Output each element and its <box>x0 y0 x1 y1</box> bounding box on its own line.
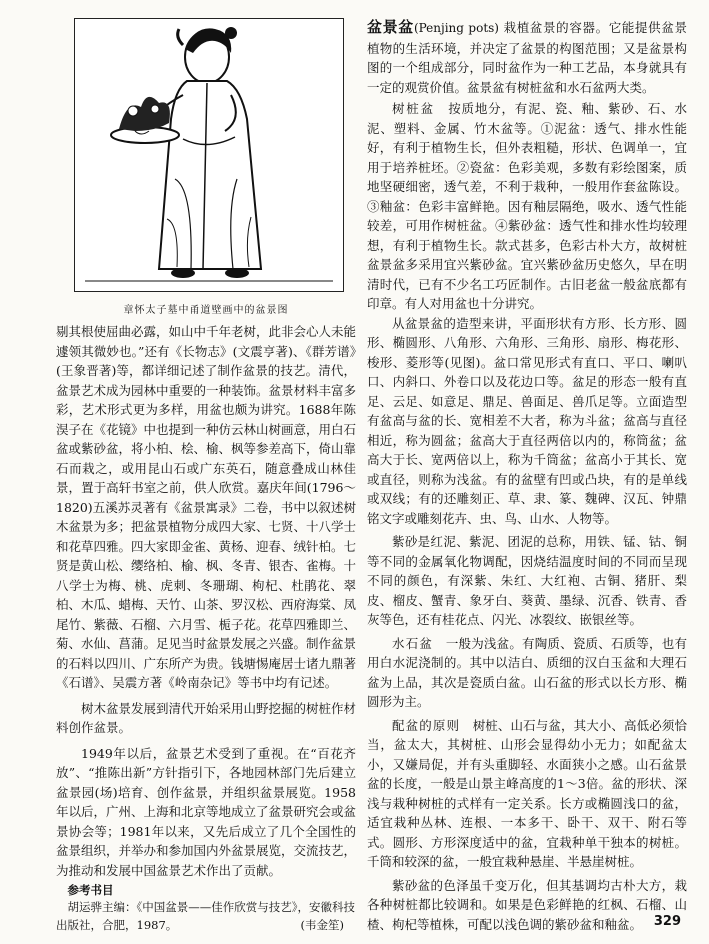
subheading: 水石盆 <box>392 635 434 651</box>
figure-drawing <box>75 19 343 291</box>
paragraph <box>367 716 687 872</box>
paragraph-text: 按质地分，有泥、瓷、釉、紫砂、石、水泥、塑料、金属、竹木盆等。①泥盆：透气、排水性能好，有利于植物生长，但外表粗糙，形状、色调单一，宜用于培养桩坯。②瓷盆：色彩美观，多数有彩绘图案，质地坚硬细密，透气差，不利于栽种，一般用作套盆陈设。③釉盆：色彩丰富鲜艳。因有釉层隔绝，吸水、透气性能较差，可用作树桩盆。④紫砂盆：透气性和排水性均较理想，有利于植物生长。款式甚多，色彩古朴大方，故树桩盆景盆多采用宜兴紫砂盆。宜兴紫砂盆历史悠久，早在明清时代，已有不少名工巧匠制作。古旧老盆一般盆底都有印章。有人对用盆也十分讲究。 <box>367 101 687 311</box>
paragraph <box>367 634 687 712</box>
paragraph-text: 树桩、山石与盆，其大小、高低必须恰当，盆太大，其树桩、山形会显得幼小无力；如配盆太小，又嫌局促，并有头重脚轻、水面狭小之感。山石盆景盆的长度，一般是山景主峰高度的1～3倍。盆的形状、深浅与栽种树桩的式样有一定关系。长方或椭圆浅口的盆，适宜栽种丛林、连根、一本多干、卧干、双干、附石等式。圆形、方形深度适中的盆，宜栽种单干独本的树桩。千筒和较深的盆，一般宜栽种悬崖、半悬崖树桩。 <box>367 717 687 869</box>
paragraph: 从盆景盆的造型来讲，平面形状有方形、长方形、圆形、椭圆形、八角形、六角形、三角形、扇形、梅花形、梭形、菱形等(见图)。盆口常见形式有直口、平口、喇叭口、内斜口、外卷口以及花边口等。盆足的形态一般有直足、云足、如意足、鼎足、兽面足、兽爪足等。立面造型有盆高与盆的长、宽相差不大者，称为斗盆；盆高与直径相近，称为圆盆；盆高大于直径两倍以内的，称筒盆；盆高大于长、宽两倍以上，称为千筒盆；盆高小于其长、宽或直径，则称为浅盆。有的盆壁有凹或凸块，有的是单线或双线；有的还雕刻正、草、隶、篆、魏碑、汉瓦、钟鼎铭文字或雕刻花卉、虫、鸟、山水、人物等。 <box>367 315 687 526</box>
paragraph <box>367 99 687 314</box>
reference-entry <box>56 898 356 934</box>
entry-intro-text: 栽植盆景的容器。它能提供盆景植物的生活环境，并决定了盆景的构图范围；又是盆景构图的一个组成部分，同时盆作为一种工艺品，本身就具有一定的观赏价值。盆景盆有树桩盆和水石盆两大类。 <box>367 20 687 95</box>
subheading: 配盆的原则 <box>392 717 461 733</box>
page-number: 329 <box>653 914 681 929</box>
mural-illustration <box>74 18 344 292</box>
figure-caption: 章怀太子墓中甬道壁画中的盆景图 <box>123 305 289 316</box>
paragraph: 剔其根使屈曲必露，如山中千年老树，此非会心人未能遽领其微妙也。”还有《长物志》(文震亨著)、《群芳谱》(王象晋著)等，都详细记述了制作盆景的技艺。清代，盆景艺术成为园林中重要的一种装饰。盆景材料丰富多彩，艺术形式更为多样，用盆也颇为讲究。1688年陈淏子在《花镜》中也提到一种仿云林山树画意，用白石盆或紫砂盆，将小柏、桧、榆、枫等参差高下，倚山靠石而栽之，或用昆山石或广东英石，随意叠成山林佳景，置于高轩书室之前，供人欣赏。嘉庆年间(1796～1820)五溪苏灵著有《盆景寓录》二卷，书中以叙述树木盆景为多；把盆景植物分成四大家、七贤、十八学士和花草四雅。四大家即金雀、黄杨、迎春、绒针柏。七贤是黄山松、缨络柏、榆、枫、冬青、银杏、雀梅。十八学士为梅、桃、虎刺、冬珊瑚、枸杞、杜鹃花、翠柏、木瓜、蜡梅、天竹、山茶、罗汉松、西府海棠、凤尾竹、紫薇、石榴、六月雪、栀子花。花草四雅即兰、菊、水仙、菖蒲。足见当时盆景发展之兴盛。制作盆景的石料以四川、广东所产为贵。钱塘惕庵居士诸九鼎著《石谱》、吴震方著《岭南杂记》等书中均有记述。 <box>56 324 357 690</box>
entry-english-title: (Penjing pots) <box>413 21 499 35</box>
references <box>56 882 356 934</box>
paragraph: 紫砂盆的色泽虽千变万化，但其基调均古朴大方，栽各种树桩都比较调和。如果是色彩鲜艳的红枫、石榴、山楂、枸杞等植株，可配以浅色调的紫砂盆和釉盆。 <box>367 877 687 932</box>
article-author: (韦金笙) <box>300 918 344 932</box>
references-title: 参考书目 <box>67 883 114 897</box>
paragraph: 紫砂是红泥、紫泥、团泥的总称，用铁、锰、钴、铜等不同的金属氧化物调配，因烧结温度时间的不同而呈现不同的颜色，有深紫、朱红、大红袍、古铜、猪肝、梨皮、榴皮、蟹青、象牙白、葵黄、墨绿、沉香、铁青、香灰等色，还有桂花点、闪光、冰裂纹、嵌银丝等。 <box>367 534 687 627</box>
left-body-text <box>56 322 356 880</box>
entry-title: 盆景盆 <box>367 18 414 36</box>
right-body-text <box>367 18 687 934</box>
left-column <box>56 18 356 934</box>
paragraph: 1949年以后，盆景艺术受到了重视。在“百花齐放”、“推陈出新”方针指引下，各地园林部门先后建立盆景园(场)培育、创作盆景，并组织盆景展览。1958年以后，广州、上海和北京等地成立了盆景研究会或盆景协会等；1981年以来，又先后成立了几个全国性的盆景组织，并举办和参加国内外盆景展览，交流技艺，为推动和发展中国盆景艺术作出了贡献。 <box>56 745 357 878</box>
entry-intro <box>367 18 687 97</box>
paragraph-text: 一般为浅盆。有陶质、瓷质、石质等，也有用白水泥浇制的。其中以洁白、质细的汉白玉盆和大理石盆为上品，其次是瓷质白盆。山石盆的形式以长方形、椭圆形为主。 <box>367 635 687 709</box>
right-column <box>367 18 687 934</box>
paragraph: 树木盆景发展到清代开始采用山野挖掘的树桩作材料创作盆景。 <box>56 700 357 735</box>
subheading: 树桩盆 <box>392 101 435 116</box>
reference-text: 胡运骅主编：《中国盆景——佳作欣赏与技艺》，安徽科技出版社，合肥，1987。 <box>56 900 355 932</box>
